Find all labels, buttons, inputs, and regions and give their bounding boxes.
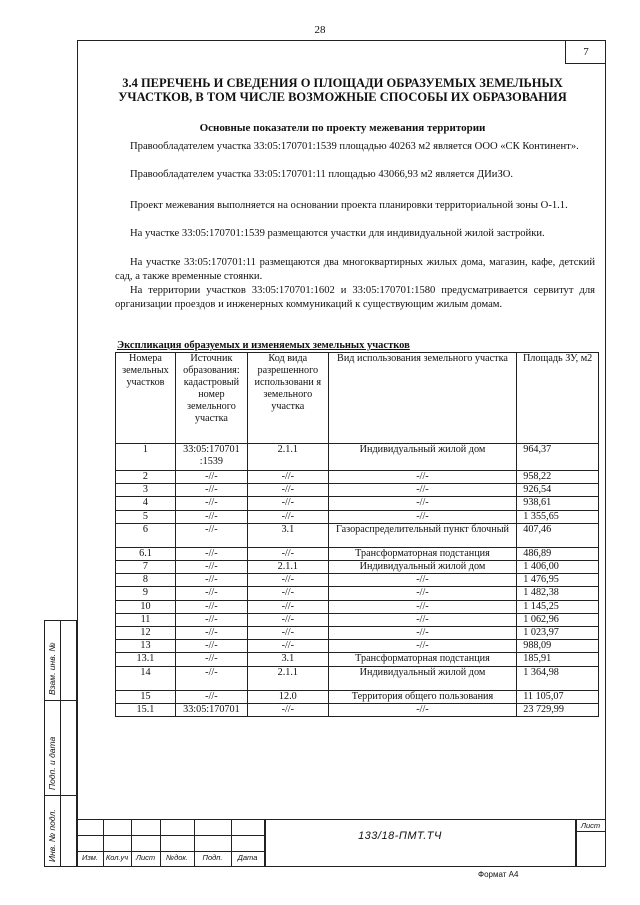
- table-row: [116, 574, 599, 587]
- cell-source: -//-: [175, 587, 247, 600]
- cell-number: 14: [116, 666, 176, 690]
- cell-code: -//-: [247, 587, 328, 600]
- cell-code: -//-: [247, 600, 328, 613]
- table-row: [116, 444, 599, 471]
- explication-table: [115, 352, 599, 717]
- cell-area: 1 482,38: [517, 587, 599, 600]
- cell-use: Трансформаторная подстанция: [328, 653, 516, 666]
- cell-source: -//-: [175, 510, 247, 523]
- page-number: 28: [314, 24, 326, 36]
- table-row: [116, 600, 599, 613]
- cell-area: 11 105,07: [517, 690, 599, 703]
- replacement-inv-label: Взам. инв. №: [47, 642, 57, 695]
- table-row: [116, 703, 599, 716]
- cell-code: 3.1: [247, 523, 328, 547]
- cell-source: 33:05:170701 :1539: [175, 444, 247, 471]
- document-code: 133/18-ПМТ.ТЧ: [358, 830, 442, 842]
- cell-code: -//-: [247, 547, 328, 560]
- cell-source: -//-: [175, 640, 247, 653]
- sheet-number: 7: [565, 40, 606, 64]
- cell-source: -//-: [175, 547, 247, 560]
- cell-area: 185,91: [517, 653, 599, 666]
- paragraph-basis: Проект межевания выполняется на основании проекта планировки территориальной зоны О-1.1.: [130, 200, 568, 211]
- cell-source: -//-: [175, 666, 247, 690]
- cell-source: -//-: [175, 497, 247, 510]
- table-row: [116, 613, 599, 626]
- stamp-label-count: Кол.уч: [105, 853, 129, 862]
- cell-number: 13.1: [116, 653, 176, 666]
- cell-use: Индивидуальный жилой дом: [328, 444, 516, 471]
- header-use: Вид использования земельного участка: [328, 353, 516, 444]
- cell-number: 13: [116, 640, 176, 653]
- cell-number: 9: [116, 587, 176, 600]
- subtitle: Основные показатели по проекту межевания территории: [199, 122, 486, 134]
- cell-area: 1 355,65: [517, 510, 599, 523]
- cell-source: -//-: [175, 613, 247, 626]
- cell-area: 1 364,98: [517, 666, 599, 690]
- cell-use: -//-: [328, 574, 516, 587]
- cell-area: 407,46: [517, 523, 599, 547]
- stamp-sheet-label: Лист: [580, 821, 601, 830]
- cell-code: -//-: [247, 471, 328, 484]
- cell-source: -//-: [175, 561, 247, 574]
- cell-area: 1 476,95: [517, 574, 599, 587]
- cell-area: 486,89: [517, 547, 599, 560]
- cell-code: 3.1: [247, 653, 328, 666]
- header-code: Код вида разрешенного использовани я земельного участка: [247, 353, 328, 444]
- cell-use: -//-: [328, 613, 516, 626]
- signature-date-label: Подп. и дата: [47, 736, 57, 790]
- cell-source: -//-: [175, 653, 247, 666]
- table-row: [116, 587, 599, 600]
- cell-code: -//-: [247, 703, 328, 716]
- cell-area: 988,09: [517, 640, 599, 653]
- paragraph-owner-1539: Правообладателем участка 33:05:170701:1539 площадью 40263 м2 является ООО «СК Континент».: [130, 141, 579, 152]
- table-row: [116, 561, 599, 574]
- cell-number: 1: [116, 444, 176, 471]
- cell-number: 5: [116, 510, 176, 523]
- stamp-label-date: Дата: [237, 853, 258, 862]
- table-row: [116, 547, 599, 560]
- cell-code: -//-: [247, 497, 328, 510]
- cell-area: 964,37: [517, 444, 599, 471]
- cell-source: -//-: [175, 574, 247, 587]
- cell-code: 2.1.1: [247, 444, 328, 471]
- cell-number: 4: [116, 497, 176, 510]
- cell-number: 6.1: [116, 547, 176, 560]
- table-row: [116, 666, 599, 690]
- cell-area: 958,22: [517, 471, 599, 484]
- header-number: Номера земельных участков: [116, 353, 176, 444]
- cell-area: 1 062,96: [517, 613, 599, 626]
- cell-source: -//-: [175, 627, 247, 640]
- cell-area: 926,54: [517, 484, 599, 497]
- cell-number: 7: [116, 561, 176, 574]
- table-row: [116, 627, 599, 640]
- cell-area: 938,61: [517, 497, 599, 510]
- table-row: [116, 690, 599, 703]
- table-row: [116, 484, 599, 497]
- cell-code: 2.1.1: [247, 561, 328, 574]
- cell-number: 2: [116, 471, 176, 484]
- cell-use: -//-: [328, 471, 516, 484]
- cell-number: 15: [116, 690, 176, 703]
- cell-code: 2.1.1: [247, 666, 328, 690]
- cell-code: -//-: [247, 613, 328, 626]
- table-row: [116, 640, 599, 653]
- cell-number: 15.1: [116, 703, 176, 716]
- paper-format: Формат А4: [478, 870, 519, 879]
- cell-number: 10: [116, 600, 176, 613]
- cell-code: -//-: [247, 510, 328, 523]
- cell-number: 6: [116, 523, 176, 547]
- stamp-label-sign: Подп.: [202, 853, 223, 862]
- table-row: [116, 653, 599, 666]
- cell-area: 1 145,25: [517, 600, 599, 613]
- cell-source: -//-: [175, 523, 247, 547]
- section-title: 3.4 ПЕРЕЧЕНЬ И СВЕДЕНИЯ О ПЛОЩАДИ ОБРАЗУЕМЫХ ЗЕМЕЛЬНЫХ УЧАСТКОВ, В ТОМ ЧИСЛЕ ВОЗМОЖНЫЕ СПОСОБЫ ИХ ОБРАЗОВАНИЯ: [118, 76, 567, 104]
- table-row: [116, 510, 599, 523]
- cell-code: -//-: [247, 640, 328, 653]
- table-row: [116, 523, 599, 547]
- cell-use: -//-: [328, 627, 516, 640]
- paragraph-owner-11: Правообладателем участка 33:05:170701:11 площадью 43066,93 м2 является ДИиЗО.: [130, 169, 514, 180]
- cell-source: -//-: [175, 690, 247, 703]
- cell-use: -//-: [328, 587, 516, 600]
- cell-use: -//-: [328, 600, 516, 613]
- cell-code: -//-: [247, 484, 328, 497]
- cell-source: 33:05:170701: [175, 703, 247, 716]
- cell-code: -//-: [247, 627, 328, 640]
- cell-use: -//-: [328, 640, 516, 653]
- cell-code: -//-: [247, 574, 328, 587]
- original-inv-label: Инв. № подл.: [47, 809, 57, 862]
- cell-number: 3: [116, 484, 176, 497]
- cell-source: -//-: [175, 600, 247, 613]
- cell-source: -//-: [175, 484, 247, 497]
- cell-number: 8: [116, 574, 176, 587]
- table-title: Экспликация образуемых и изменяемых земельных участков: [117, 340, 410, 351]
- cell-source: -//-: [175, 471, 247, 484]
- cell-use: Газораспределительный пункт блочный: [328, 523, 516, 547]
- stamp-label-doc: №док.: [165, 853, 189, 862]
- cell-use: -//-: [328, 703, 516, 716]
- cell-use: Индивидуальный жилой дом: [328, 561, 516, 574]
- cell-use: -//-: [328, 510, 516, 523]
- paragraph-servitude: На территории участков 33:05:170701:1602 и 33:05:170701:1580 предусматривается сервитут для организации проездов и инженерных коммуникаций к существующим жилым домам.: [115, 285, 595, 310]
- cell-use: Индивидуальный жилой дом: [328, 666, 516, 690]
- cell-code: 12.0: [247, 690, 328, 703]
- stamp-label-change: Изм.: [82, 853, 98, 862]
- stamp-label-sheet: Лист: [135, 853, 156, 862]
- cell-use: -//-: [328, 484, 516, 497]
- cell-area: 23 729,99: [517, 703, 599, 716]
- cell-use: Трансформаторная подстанция: [328, 547, 516, 560]
- cell-use: Территория общего пользования: [328, 690, 516, 703]
- cell-number: 12: [116, 627, 176, 640]
- table-row: [116, 471, 599, 484]
- paragraph-plot-11: На участке 33:05:170701:11 размещаются два многоквартирных жилых дома, магазин, кафе, детский сад, а также временные стоянки.: [115, 257, 595, 282]
- header-area: Площадь ЗУ, м2: [517, 353, 599, 444]
- paragraph-plot-1539: На участке 33:05:170701:1539 размещаются участки для индивидуальной жилой застройки.: [130, 228, 545, 239]
- cell-use: -//-: [328, 497, 516, 510]
- cell-area: 1 406,00: [517, 561, 599, 574]
- cell-number: 11: [116, 613, 176, 626]
- table-row: [116, 497, 599, 510]
- cell-area: 1 023,97: [517, 627, 599, 640]
- header-source: Источник образования: кадастровый номер земельного участка: [175, 353, 247, 444]
